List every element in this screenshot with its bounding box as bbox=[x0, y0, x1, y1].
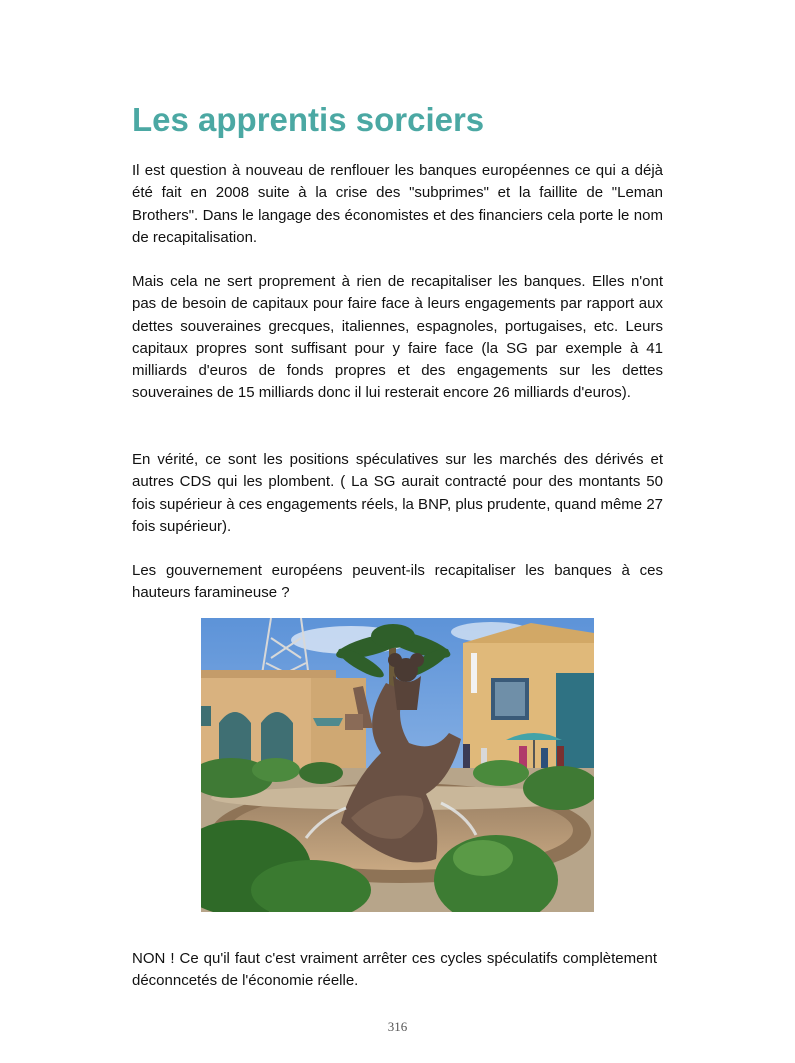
paragraph-capitaux-propres: Mais cela ne sert proprement à rien de recapitaliser les banques. Elles n'ont pas de besoin de capitaux pour faire face à leurs engagements par rapport aux dettes souveraines grecques, italiennes, espagnoles, portugaises, etc. Leurs capitaux propres sont suffisant pour y faire face (la SG par exemple à 41 milliards d'euros de fonds propres et des engagements sur les dettes souveraines de 15 milliards donc il lui resterait encore 26 milliards d'euros). bbox=[132, 273, 663, 402]
fountain-photo bbox=[201, 618, 594, 912]
page-title: Les apprentis sorciers bbox=[132, 101, 485, 138]
paragraph-gouvernements: Les gouvernement européens peuvent-ils recapitaliser les banques à ces hauteurs faramineuse ? bbox=[132, 562, 663, 602]
page-number: 316 bbox=[387, 1019, 408, 1034]
paragraph-positions-speculatives: En vérité, ce sont les positions spéculatives sur les marchés des dérivés et autres CDS qui les plombent. ( La SG aurait contracté pour des montants 50 fois supérieur à ces engagements réels, la BNP, plus prudente, quand même 27 fois supérieur). bbox=[132, 451, 663, 535]
paragraph-recapitalisation: Il est question à nouveau de renflouer les banques européennes ce qui a déjà été fait en 2008 suite à la crise des "subprimes" et la faillite de "Leman Brothers". Dans le langage des économistes et des financiers cela porte le nom de recapitalisation. bbox=[132, 162, 663, 246]
paragraph-conclusion: NON ! Ce qu'il faut c'est vraiment arrêter ces cycles spéculatifs complètement déconncetés de l'économie réelle. bbox=[132, 950, 657, 990]
